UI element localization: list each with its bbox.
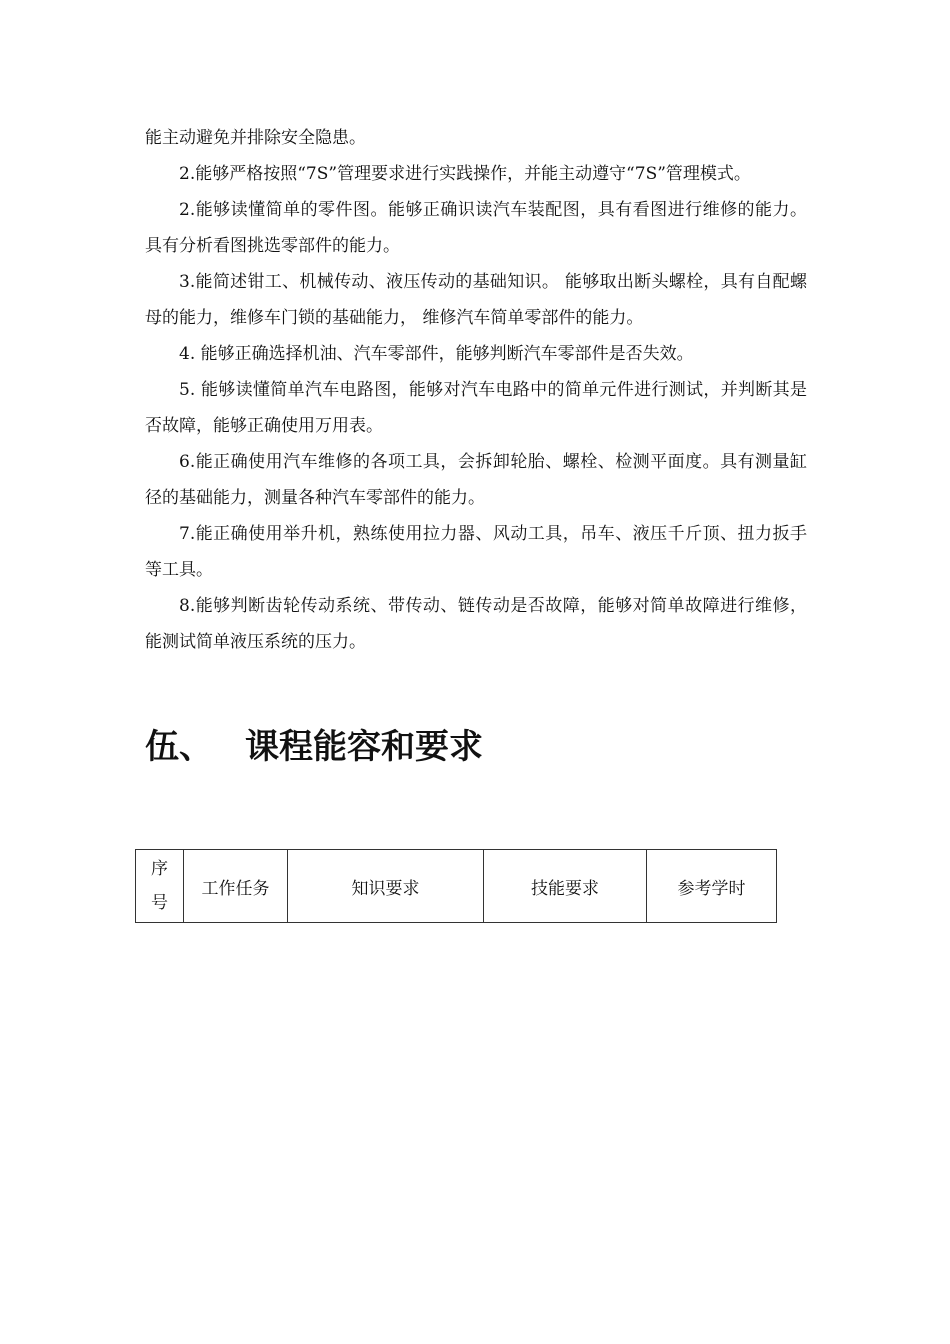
header-cell-knowledge: 知识要求 [288,850,484,923]
header-cell-seq [136,850,184,923]
section-title: 课程能容和要求 [245,727,483,767]
paragraph-2: 2.能够读懂简单的零件图。能够正确识读汽车装配图，具有看图进行维修的能力。具有分析看图挑选零部件的能力。 [145,200,807,256]
table-header-row [136,850,777,923]
paragraph-5: 5. 能够读懂简单汽车电路图，能够对汽车电路中的简单元件进行测试，并判断其是否故障，能够正确使用万用表。 [145,380,807,436]
paragraph-7: 7.能正确使用举升机，熟练使用拉力器、风动工具，吊车、液压千斤顶、扭力扳手等工具。 [145,524,807,580]
paragraph-0: 能主动避免并排除安全隐患。 [145,128,366,148]
objectives-text [145,120,807,660]
paragraph-4: 4. 能够正确选择机油、汽车零部件，能够判断汽车零部件是否失效。 [179,344,694,364]
header-seq-label: 序号 [151,859,168,913]
paragraph-1: 2.能够严格按照“7S”管理要求进行实践操作，并能主动遵守“7S”管理模式。 [179,164,751,184]
header-cell-skill: 技能要求 [484,850,647,923]
paragraph-3: 3.能简述钳工、机械传动、液压传动的基础知识。 能够取出断头螺栓，具有自配螺母的能力，维修车门锁的基础能力， 维修汽车简单零部件的能力。 [145,272,807,328]
header-cell-hours: 参考学时 [647,850,777,923]
paragraph-8: 8.能够判断齿轮传动系统、带传动、链传动是否故障，能够对简单故障进行维修，能测试简单液压系统的压力。 [145,596,807,652]
paragraph-6: 6.能正确使用汽车维修的各项工具，会拆卸轮胎、螺栓、检测平面度。具有测量缸径的基础能力，测量各种汽车零部件的能力。 [145,452,807,508]
section-heading [145,722,483,772]
header-cell-task: 工作任务 [184,850,288,923]
section-number: 伍、 [145,727,213,767]
course-table [135,849,777,923]
